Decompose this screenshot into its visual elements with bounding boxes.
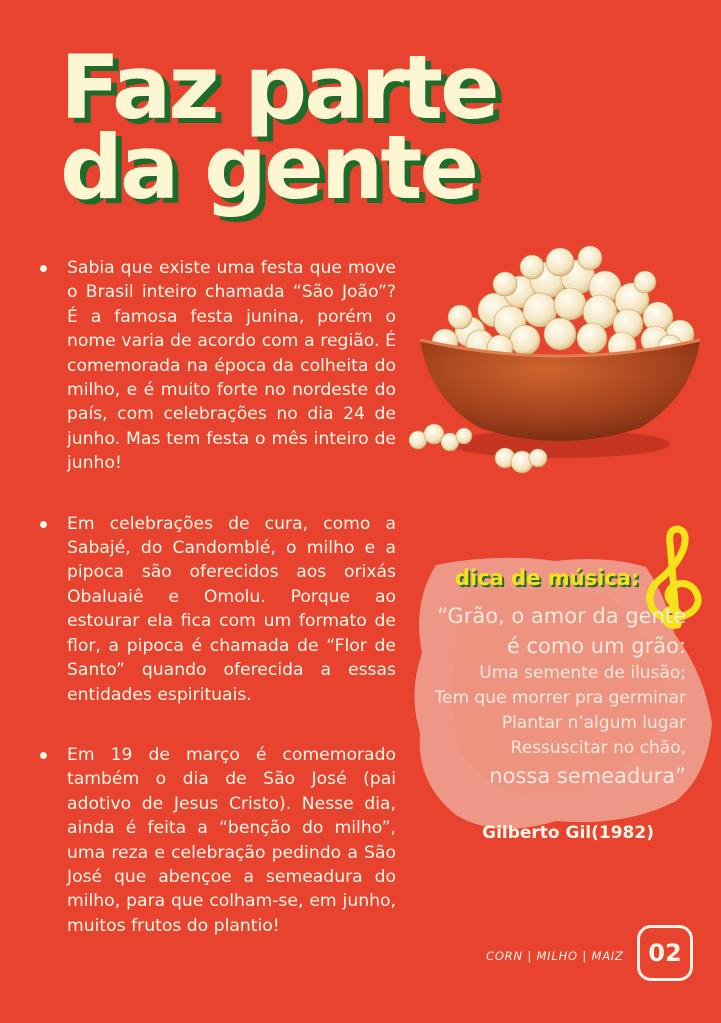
bullet-list: [40, 256, 396, 974]
popcorn-bowl-illustration: [400, 222, 710, 484]
song-lyrics: [404, 601, 686, 791]
lyrics-line: “Grão, o amor da gente: [437, 604, 686, 628]
bullet-dot-icon: [40, 265, 47, 272]
lyrics-line: nossa semeadura”: [489, 764, 686, 788]
page-title: [60, 36, 497, 219]
title-line-2: da gente: [60, 116, 477, 219]
bullet-text: Em 19 de março é comemorado também o dia de São José (pai adotivo de Jesus Cristo). Nesse dia, ainda é feita a “benção do milho”, uma reza e celebração pedindo a São José que abençoe a semeadura do milho, para que colham-se, em junho, muitos frutos do plantio!: [67, 744, 396, 936]
footer-label: CORN | MILHO | MAIZ: [486, 949, 624, 963]
page-number-badge: [637, 925, 693, 981]
bullet-item: [40, 256, 396, 476]
bullet-text: Em celebrações de cura, como a Sabajé, do Candomblé, o milho e a pipoca são oferecidos aos orixás Obaluaiê e Omolu. Porque ao estourar ela fica com um formato de flor, a pipoca é chamada de “Flor de Santo” quando oferecida a essas entidades espirituais.: [67, 513, 396, 705]
lyrics-line: Uma semente de ilusão;: [479, 663, 686, 683]
lyrics-line: Tem que morrer pra germinar: [434, 688, 686, 708]
bullet-dot-icon: [40, 752, 47, 759]
song-author: Gilberto Gil(1982): [482, 823, 654, 843]
bullet-item: [40, 743, 396, 938]
bullet-dot-icon: [40, 521, 47, 528]
title-line-1: Faz parte: [60, 36, 497, 139]
bullet-item: [40, 512, 396, 707]
page-number: 02: [648, 939, 682, 967]
lyrics-line: Plantar n’algum lugar: [501, 713, 686, 733]
music-tip-title: dica de música:: [455, 566, 640, 590]
lyrics-line: é como um grão:: [506, 634, 686, 658]
lyrics-line: Ressuscitar no chão,: [510, 738, 686, 758]
bullet-text: Sabia que existe uma festa que move o Brasil inteiro chamada “São João”? É a famosa festa junina, porém o nome varia de acordo com a região. É comemorada na época da colheita do milho, e é muito forte no nordeste do país, com celebrações no dia 24 de junho. Mas tem festa o mês inteiro de junho!: [67, 258, 396, 474]
